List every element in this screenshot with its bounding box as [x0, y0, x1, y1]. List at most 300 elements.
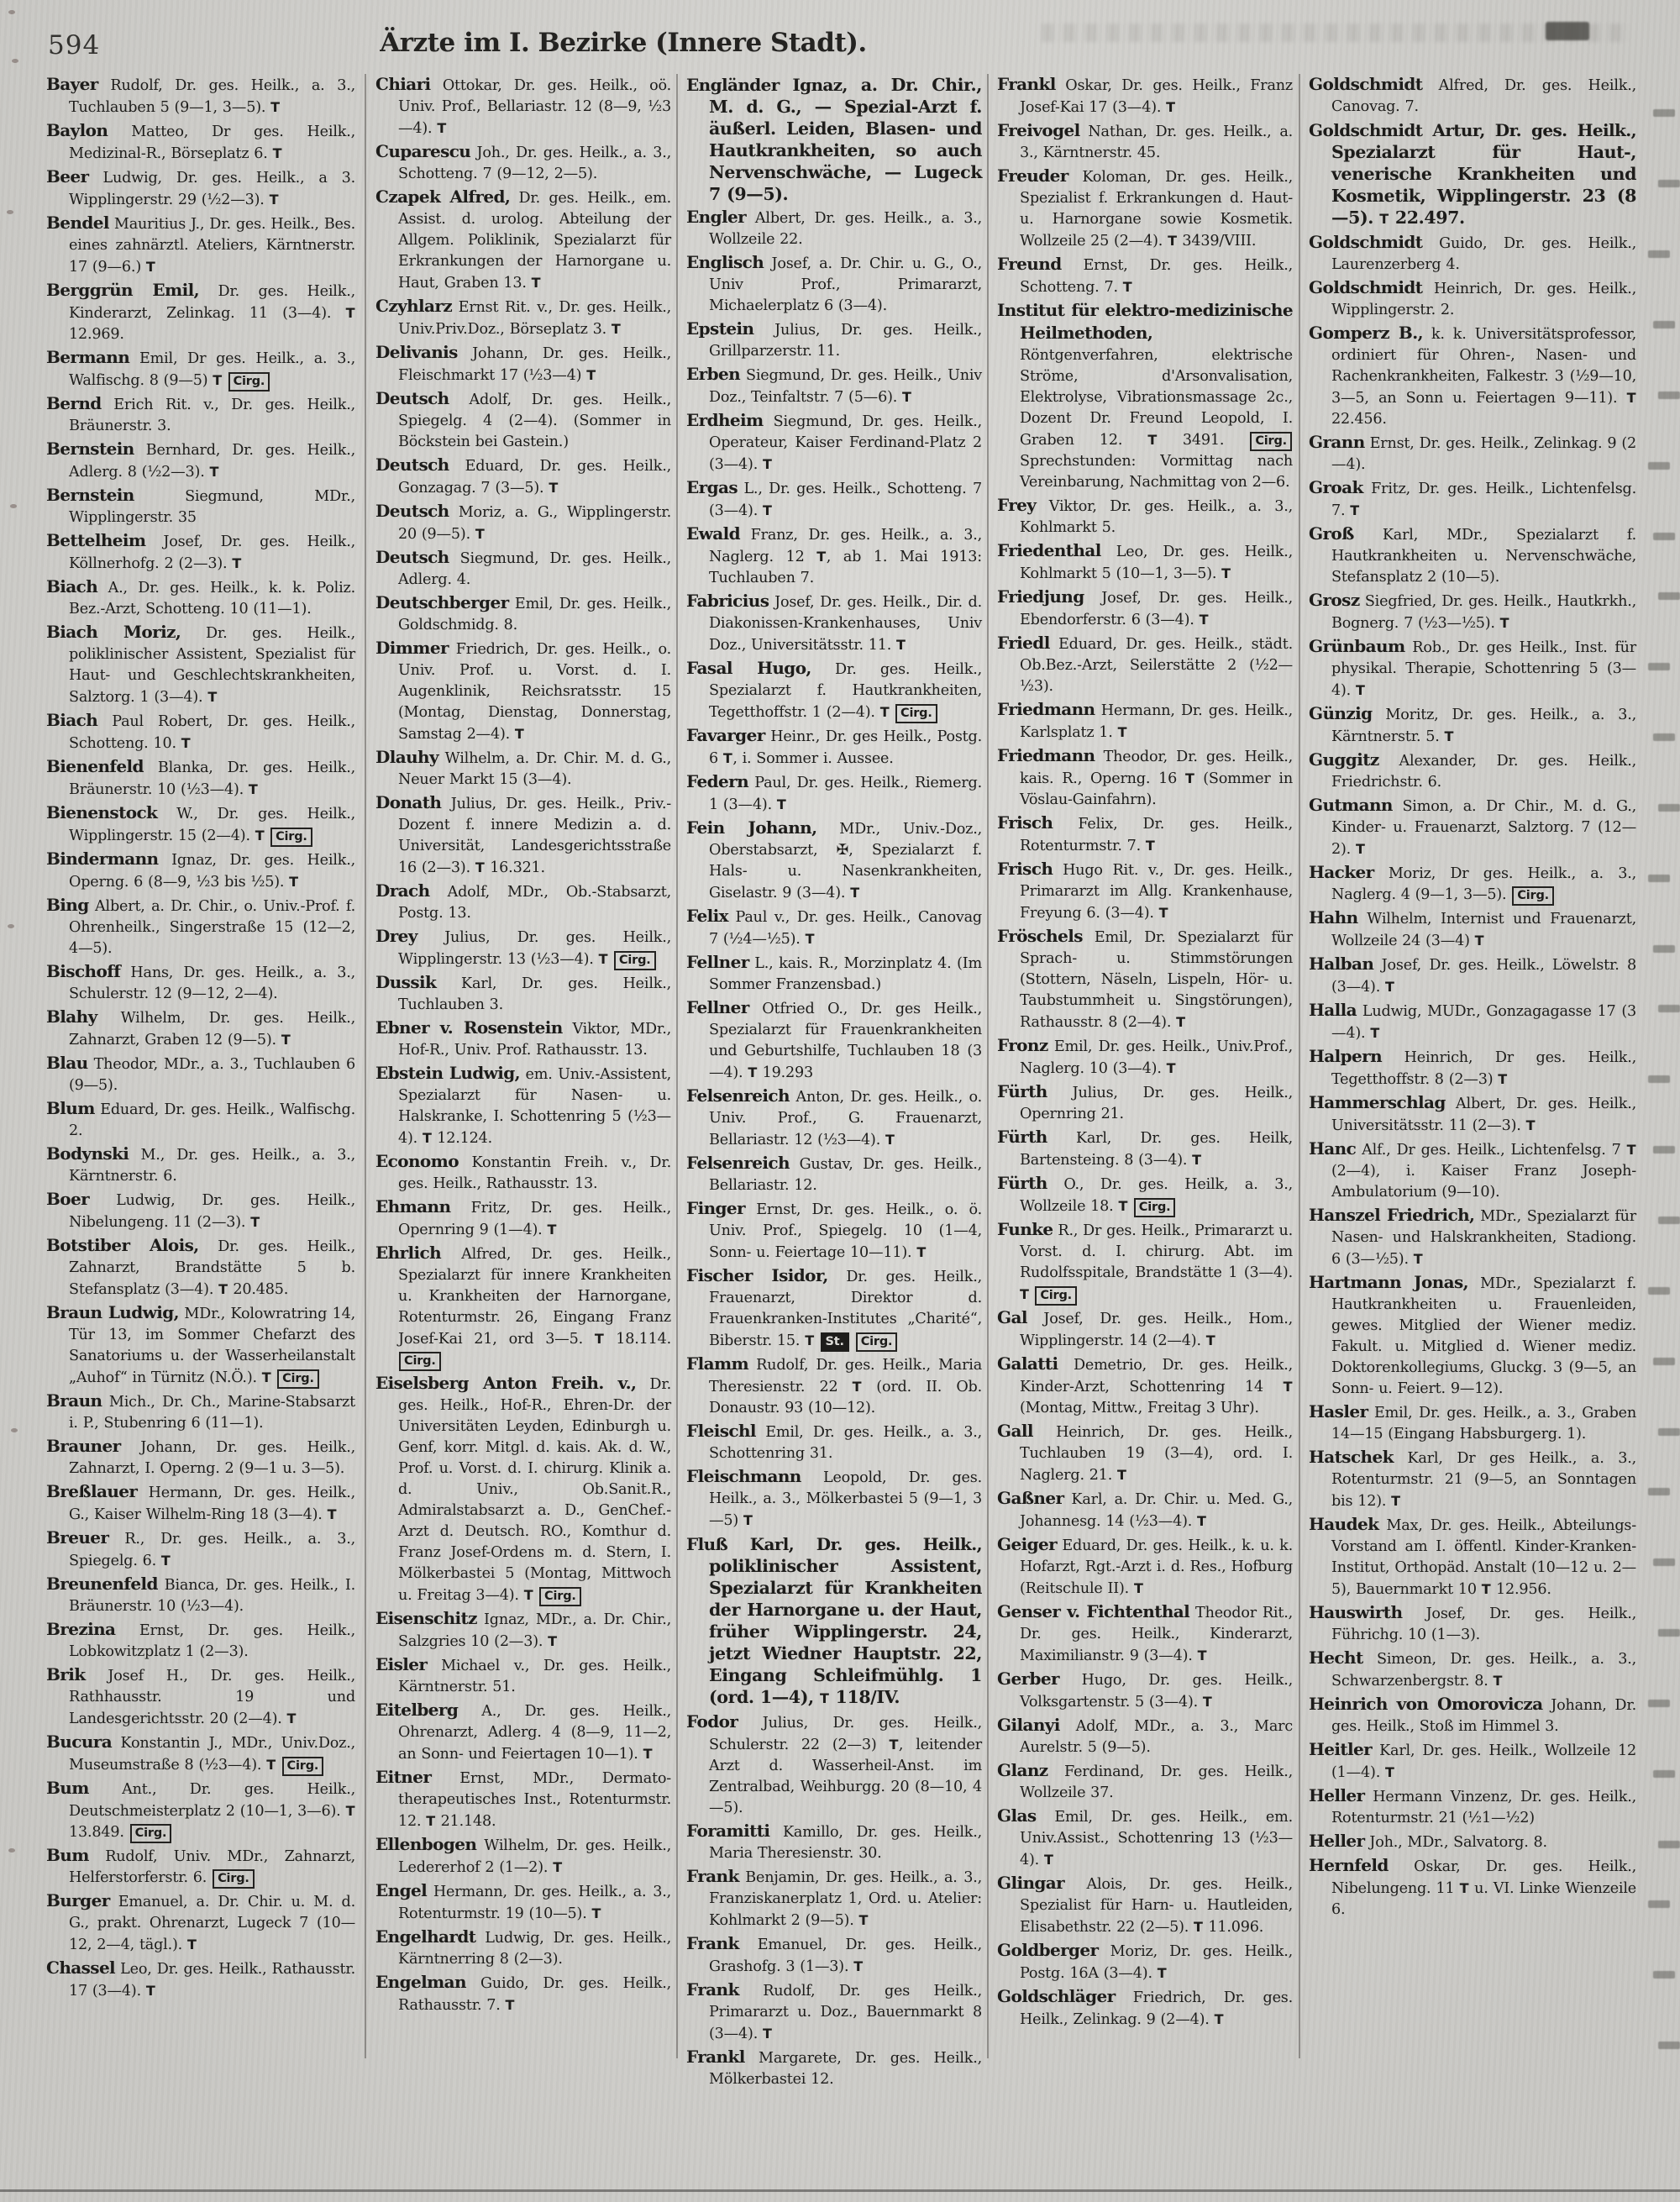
directory-entry: Halban Josef, Dr. ges. Heilk., Löwelstr. 8 (3—4). T: [1309, 954, 1636, 996]
directory-entry: Deutsch Adolf, Dr. ges. Heilk., Spiegelg. 4 (2—4). (Sommer in Böckstein bei Gastein.): [375, 388, 671, 450]
entry-name: Bayer: [46, 74, 98, 94]
entry-name: Hernfeld: [1309, 1855, 1389, 1875]
entry-name: Botstiber Alois,: [46, 1235, 199, 1255]
entry-name: Engel: [375, 1880, 428, 1900]
entry-name: Beer: [46, 166, 89, 187]
directory-entry: Bienenfeld Blanka, Dr. ges. Heilk., Bräunerstr. 10 (½3—4). T: [46, 756, 355, 798]
entry-name: Ehmann: [375, 1196, 451, 1217]
directory-entry: Günzig Moritz, Dr. ges. Heilk., a. 3., Kärntnerstr. 5. T: [1309, 703, 1636, 745]
directory-entry: Cuparescu Joh., Dr. ges. Heilk., a. 3., Schotteng. 7 (9—12, 2—5).: [375, 141, 671, 182]
directory-entry: Groß Karl, MDr., Spezialarzt f. Hautkrankheiten u. Nervenschwäche, Stefansplatz 2 (10—5).: [1309, 523, 1636, 586]
entry-name: Genser v. Fichtenthal: [997, 1601, 1190, 1621]
directory-entry: Brik Josef H., Dr. ges. Heilk., Rathhausstr. 19 und Landesgerichtsstr. 20 (2—4). T: [46, 1664, 355, 1727]
entry-name: Bernstein: [46, 485, 134, 505]
telephone-mark: T: [1498, 1071, 1508, 1087]
entry-name: Fleischmann: [686, 1466, 801, 1486]
telephone-mark: T: [475, 859, 486, 875]
directory-entry: Bernstein Siegmund, MDr., Wipplingerstr. 35: [46, 485, 355, 526]
telephone-mark: T: [776, 796, 787, 812]
entry-name: Gutmann: [1309, 795, 1393, 815]
cirg-badge: Cirg.: [1035, 1286, 1077, 1306]
directory-entry: Bum Ant., Dr. ges. Heilk., Deutschmeisterplatz 2 (10—1, 3—6). T 13.849. Cirg.: [46, 1778, 355, 1843]
telephone-mark: T: [286, 1711, 297, 1726]
telephone-mark: T: [250, 1214, 260, 1230]
edge-bleed-mark: [1653, 1971, 1675, 1979]
column-rule: [676, 74, 678, 2058]
telephone-mark: T: [1147, 432, 1158, 448]
edge-bleed-mark: [1653, 1358, 1675, 1365]
directory-entry: Bermann Emil, Dr ges. Heilk., a. 3., Walfischg. 8 (9—5) T Cirg.: [46, 347, 355, 392]
directory-entry: Bayer Rudolf, Dr. ges. Heilk., a. 3., Tuchlauben 5 (9—1, 3—5). T: [46, 74, 355, 116]
directory-entry: Economo Konstantin Freih. v., Dr. ges. Heilk., Rathausstr. 13.: [375, 1151, 671, 1192]
edge-bleed-mark: [1658, 592, 1680, 600]
directory-entry: Frank Benjamin, Dr. ges. Heilk., a. 3., Franziskanerplatz 1, Ord. u. Atelier: Kohlmarkt 2 (9—5). T: [686, 1866, 982, 1929]
entry-name: Fabricius: [686, 591, 769, 611]
directory-entry: Engelhardt Ludwig, Dr. ges. Heilk., Kärntnerring 8 (2—3).: [375, 1926, 671, 1968]
telephone-mark: T: [1205, 1332, 1216, 1348]
directory-entry: Hahn Wilhelm, Internist und Frauenarzt, Wollzeile 24 (3—4) T: [1309, 907, 1636, 949]
bottom-scan-line: [0, 2189, 1680, 2192]
telephone-mark: T: [1626, 1142, 1636, 1158]
telephone-mark: T: [852, 1379, 863, 1395]
telephone-mark: T: [145, 1983, 156, 1999]
entry-name: Fürth: [997, 1173, 1047, 1193]
directory-entry: Deutsch Eduard, Dr. ges. Heilk., Gonzagag. 7 (3—5). T: [375, 455, 671, 497]
directory-entry: Frey Viktor, Dr. ges. Heilk., a. 3., Kohlmarkt 5.: [997, 495, 1293, 536]
directory-entry: Boer Ludwig, Dr. ges. Heilk., Nibelungeng. 11 (2—3). T: [46, 1189, 355, 1231]
directory-entry: Goldschmidt Alfred, Dr. ges. Heilk., Canovag. 7.: [1309, 74, 1636, 115]
telephone-mark: T: [1202, 1694, 1213, 1710]
telephone-mark: T: [850, 885, 860, 901]
directory-entry: Gaßner Karl, a. Dr. Chir. u. Med. G., Johannesg. 14 (½3—4). T: [997, 1488, 1293, 1530]
directory-entry: Hecht Simeon, Dr. ges. Heilk., a. 3., Schwarzenbergstr. 8. T: [1309, 1648, 1636, 1690]
directory-entry: Fürth Julius, Dr. ges. Heilk., Opernring 21.: [997, 1081, 1293, 1122]
directory-entry: Hammerschlag Albert, Dr. ges. Heilk., Universitätsstr. 11 (2—3). T: [1309, 1092, 1636, 1134]
telephone-mark: T: [248, 781, 259, 797]
scan-smudge: [1546, 22, 1589, 40]
telephone-mark: T: [289, 874, 299, 890]
directory-entry: Braun Mich., Dr. Ch., Marine-Stabsarzt i. P., Stubenring 6 (11—1).: [46, 1390, 355, 1432]
entry-name: Friedjung: [997, 586, 1084, 607]
entry-name: Halla: [1309, 1000, 1357, 1020]
entry-name: Englisch: [686, 252, 764, 272]
entry-name: Goldschmidt Artur, Dr. ges. Heilk.,: [1309, 120, 1636, 140]
entry-name: Goldschmidt: [1309, 277, 1423, 297]
entry-name: Heller: [1309, 1831, 1365, 1851]
entry-name: Freivogel: [997, 120, 1080, 140]
cirg-badge: Cirg.: [130, 1824, 172, 1843]
directory-entry: Frank Rudolf, Dr. ges Heilk., Primararzt u. Doz., Bauernmarkt 8 (3—4). T: [686, 1979, 982, 2042]
directory-entry: Freivogel Nathan, Dr. ges. Heilk., a. 3., Kärntnerstr. 45.: [997, 120, 1293, 161]
telephone-mark: T: [763, 456, 773, 472]
entry-name: Grann: [1309, 432, 1365, 452]
directory-entry: Braun Ludwig, MDr., Kolowratring 14, Tür 13, im Sommer Chefarzt des Sanatoriums u. der Wasserheilanstalt „Auhof“ in Türnitz (N.Ö.). T Cirg.: [46, 1302, 355, 1389]
directory-entry: Gerber Hugo, Dr. ges. Heilk., Volksgartenstr. 5 (3—4). T: [997, 1669, 1293, 1711]
directory-entry: Fodor Julius, Dr. ges. Heilk., Schulerstr. 22 (2—3) T, leitender Arzt d. Wasserheil-Anst. im Zentralbad, Weihburgg. 20 (8—10, 4—5).: [686, 1711, 982, 1816]
directory-entry: Glingar Alois, Dr. ges. Heilk., Spezialist für Harn- u. Hautleiden, Elisabethstr. 22 (2—5). T 11.096.: [997, 1873, 1293, 1936]
edge-bleed-mark: [1653, 109, 1675, 117]
entry-name: Galatti: [997, 1353, 1058, 1374]
telephone-mark: T: [885, 1132, 895, 1148]
directory-entry: Hasler Emil, Dr. ges. Heilk., a. 3., Graben 14—15 (Eingang Habsburgerg. 1).: [1309, 1401, 1636, 1443]
telephone-mark: T: [816, 549, 827, 565]
directory-entry: Bienenstock W., Dr. ges. Heilk., Wipplingerstr. 15 (2—4). T Cirg.: [46, 802, 355, 847]
directory-entry: Hacker Moriz, Dr ges. Heilk., a. 3., Naglerg. 4 (9—1, 3—5). Cirg.: [1309, 862, 1636, 906]
entry-name: Dussik: [375, 972, 437, 992]
entry-name: Blahy: [46, 1006, 97, 1027]
directory-entry: Baylon Matteo, Dr ges. Heilk., Medizinal-R., Börseplatz 6. T: [46, 120, 355, 162]
scan-speck: [12, 59, 18, 63]
edge-bleed-mark: [1653, 1558, 1675, 1566]
directory-entry: Brauner Johann, Dr. ges. Heilk., Zahnarzt, I. Operng. 2 (9—1 u. 3—5).: [46, 1436, 355, 1477]
page-number: 594: [48, 30, 101, 60]
entry-name: Ebstein Ludwig,: [375, 1063, 521, 1083]
edge-bleed-mark: [1658, 2042, 1680, 2049]
entry-name: Dlauhy: [375, 747, 439, 767]
directory-entry: Bendel Mauritius J., Dr. ges. Heilk., Bes. eines zahnärztl. Ateliers, Kärntnerstr. 17 (9—6.) T: [46, 213, 355, 276]
telephone-mark: T: [805, 1332, 815, 1348]
directory-entry: Bucura Konstantin J., MDr., Univ.Doz., Museumstraße 8 (½3—4). T Cirg.: [46, 1732, 355, 1776]
directory-entry: Chassel Leo, Dr. ges. Heilk., Rathausstr. 17 (3—4). T: [46, 1958, 355, 2000]
entry-name: Institut für elektro-medizinische Heilmethoden,: [997, 300, 1293, 343]
entry-name: Fasal Hugo,: [686, 658, 811, 678]
entry-name: Delivanis: [375, 342, 458, 362]
edge-bleed-mark: [1658, 1428, 1680, 1436]
telephone-mark: T: [889, 1737, 899, 1753]
entry-name: Ebner v. Rosenstein: [375, 1017, 563, 1038]
telephone-mark: T: [1626, 390, 1636, 406]
telephone-mark: T: [255, 828, 265, 843]
telephone-mark: T: [269, 192, 280, 208]
telephone-mark: T: [1385, 979, 1395, 995]
directory-entry: Friedmann Hermann, Dr. ges. Heilk., Karlsplatz 1. T: [997, 699, 1293, 741]
entry-name: Frank: [686, 1933, 739, 1953]
entry-name: Bernd: [46, 393, 102, 413]
directory-entry: Blau Theodor, MDr., a. 3., Tuchlauben 6 (9—5).: [46, 1053, 355, 1094]
entry-name: Gal: [997, 1307, 1027, 1327]
st-badge: St.: [821, 1332, 849, 1352]
directory-entry: Bischoff Hans, Dr. ges. Heilk., a. 3., Schulerstr. 12 (9—12, 2—4).: [46, 961, 355, 1002]
entry-name: Gomperz B.,: [1309, 323, 1423, 343]
directory-entry: Bettelheim Josef, Dr. ges. Heilk., Köllnerhofg. 2 (2—3). T: [46, 530, 355, 572]
entry-name: Freund: [997, 254, 1062, 274]
entry-name: Deutsch: [375, 501, 449, 521]
entry-name: Eisler: [375, 1654, 428, 1674]
directory-entry: Fleischl Emil, Dr. ges. Heilk., a. 3., Schottenring 31.: [686, 1421, 982, 1462]
entry-name: Gilanyi: [997, 1715, 1060, 1735]
edge-bleed-mark: [1658, 1005, 1680, 1012]
directory-entry: Czyhlarz Ernst Rit. v., Dr. ges. Heilk., Univ.Priv.Doz., Börseplatz 3. T: [375, 296, 671, 338]
entry-name: Fronz: [997, 1035, 1048, 1055]
entry-name: Fellner: [686, 952, 749, 972]
entry-name: Erben: [686, 364, 741, 384]
entry-name: Frisch: [997, 812, 1053, 833]
edge-bleed-mark: [1648, 875, 1670, 882]
edge-bleed-mark: [1658, 1841, 1680, 1848]
entry-name: Hartmann Jonas,: [1309, 1272, 1469, 1292]
telephone-mark: T: [1481, 1581, 1492, 1597]
entry-name: Breßlauer: [46, 1481, 138, 1501]
directory-entry: Dlauhy Wilhelm, a. Dr. Chir. M. d. G., Neuer Markt 15 (3—4).: [375, 747, 671, 788]
entry-name: Flamm: [686, 1353, 749, 1374]
directory-entry: Botstiber Alois, Dr. ges. Heilk., Zahnarzt, Brandstätte 5 b. Stefansplatz (3—4). T 20.485.: [46, 1235, 355, 1298]
directory-entry: Ewald Franz, Dr. ges. Heilk., a. 3., Naglerg. 12 T, ab 1. Mai 1913: Tuchlauben 7.: [686, 523, 982, 586]
edge-bleed-mark: [1648, 1075, 1670, 1083]
directory-entry: Brezina Ernst, Dr. ges. Heilk., Lobkowitzplatz 1 (2—3).: [46, 1619, 355, 1660]
entry-name: Deutsch: [375, 388, 449, 408]
telephone-mark: T: [1391, 1493, 1401, 1509]
directory-entry: Chiari Ottokar, Dr. ges. Heilk., oö. Univ. Prof., Bellariastr. 12 (8—9, ½3—4). T: [375, 74, 671, 137]
cirg-badge: Cirg.: [282, 1757, 324, 1776]
telephone-mark: T: [763, 2026, 773, 2042]
edge-bleed-mark: [1653, 1770, 1675, 1778]
entry-name: Fürth: [997, 1081, 1047, 1101]
entry-name: Eitner: [375, 1767, 432, 1787]
directory-entry: Beer Ludwig, Dr. ges. Heilk., a 3. Wipplingerstr. 29 (½2—3). T: [46, 166, 355, 208]
directory-entry: Czapek Alfred, Dr. ges. Heilk., em. Assist. d. urolog. Abteilung der Allgem. Poliklinik, Spezialarzt für Erkrankungen der Harnorgane u. Haut, Graben 13. T: [375, 187, 671, 292]
entry-name: Hanc: [1309, 1138, 1357, 1159]
directory-entry: Gomperz B., k. k. Universitätsprofessor, ordiniert für Ohren-, Nasen- und Rachenkrankheiten, Falkestr. 3 (½9—10, 3—5, an Sonn u. Feiertagen 9—11). T 22.456.: [1309, 323, 1636, 428]
telephone-mark: T: [1413, 1251, 1424, 1267]
cirg-badge: Cirg.: [270, 828, 312, 847]
entry-name: Hatschek: [1309, 1447, 1394, 1467]
entry-name: Ewald: [686, 523, 741, 544]
directory-entry: Frankl Margarete, Dr. ges. Heilk., Mölkerbastei 12.: [686, 2047, 982, 2088]
entry-name: Grosz: [1309, 590, 1360, 610]
entry-name: Czyhlarz: [375, 296, 453, 316]
entry-name: Bing: [46, 895, 89, 915]
entry-name: Goldschmidt: [1309, 74, 1423, 94]
directory-entry: Foramitti Kamillo, Dr. ges. Heilk., Maria Theresienstr. 30.: [686, 1821, 982, 1862]
telephone-mark: T: [531, 275, 542, 291]
entry-name: Friedenthal: [997, 540, 1101, 560]
cirg-badge: Cirg.: [614, 951, 656, 970]
entry-name: Heitler: [1309, 1739, 1373, 1759]
entry-name: Deutsch: [375, 455, 449, 475]
directory-column-4: [997, 74, 1293, 2032]
directory-column-3: [686, 74, 982, 2092]
directory-entry: Erben Siegmund, Dr. ges. Heilk., Univ Doz., Teinfaltstr. 7 (5—6). T: [686, 364, 982, 406]
directory-entry: Hanc Alf., Dr ges. Heilk., Lichtenfelsg. 7 T (2—4), i. Kaiser Franz Joseph-Ambulatorium (9—10).: [1309, 1138, 1636, 1201]
telephone-mark: T: [1166, 1060, 1177, 1076]
telephone-mark: T: [1283, 1379, 1293, 1395]
telephone-mark: T: [879, 704, 890, 720]
telephone-mark: T: [270, 99, 281, 115]
directory-entry: Fronz Emil, Dr. ges. Heilk., Univ.Prof., Naglerg. 10 (3—4). T: [997, 1035, 1293, 1077]
cirg-badge: Cirg.: [399, 1352, 441, 1371]
entry-name: Goldschläger: [997, 1986, 1116, 2006]
directory-entry: Fluß Karl, Dr. ges. Heilk., poliklinischer Assistent, Spezialarzt für Krankheiten der Harnorgane u. der Haut, früher Wipplingerstr. 24, jetzt Wiedner Hauptstr. 22, Eingang Schleifmühlg. 1 (ord. 1—4), T 118/IV.: [686, 1534, 982, 1707]
telephone-mark: T: [722, 750, 733, 766]
telephone-mark: T: [1474, 933, 1485, 949]
entry-name: Engler: [686, 207, 747, 227]
directory-entry: Epstein Julius, Dr. ges. Heilk., Grillparzerstr. 11.: [686, 318, 982, 360]
telephone-mark: T: [1118, 1198, 1128, 1214]
telephone-mark: T: [160, 1553, 171, 1569]
telephone-mark: T: [1157, 1965, 1168, 1981]
telephone-mark: T: [232, 555, 242, 571]
telephone-mark: T: [547, 1222, 557, 1238]
directory-entry: Favarger Heinr., Dr. ges Heilk., Postg. 6 T, i. Sommer i. Aussee.: [686, 725, 982, 767]
directory-entry: Flamm Rudolf, Dr. ges. Heilk., Maria Theresienstr. 22 T (ord. II. Ob. Donaustr. 93 (10—12).: [686, 1353, 982, 1416]
telephone-mark: T: [1117, 724, 1128, 740]
entry-name: Hecht: [1309, 1648, 1363, 1668]
entry-name: Funke: [997, 1219, 1053, 1239]
directory-entry: Fasal Hugo, Dr. ges. Heilk., Spezialarzt f. Hautkrankheiten, Tegetthoffstr. 1 (2—4). T Cirg.: [686, 658, 982, 723]
entry-name: Hahn: [1309, 907, 1358, 928]
directory-entry: Freund Ernst, Dr. ges. Heilk., Schotteng. 7. T: [997, 254, 1293, 296]
entry-name: Baylon: [46, 120, 108, 140]
entry-name: Bienenfeld: [46, 756, 144, 776]
cirg-badge: Cirg.: [1250, 432, 1292, 451]
directory-entry: Biach Moriz, Dr. ges. Heilk., poliklinischer Assistent, Spezialist für Haut- und Geschlechtskrankheiten, Salztorg. 1 (3—4). T: [46, 622, 355, 706]
entry-name: Frey: [997, 495, 1037, 515]
directory-entry: Frisch Felix, Dr. ges. Heilk., Rotenturmstr. 7. T: [997, 812, 1293, 854]
directory-entry: Gilanyi Adolf, MDr., a. 3., Marc Aurelstr. 5 (9—5).: [997, 1715, 1293, 1756]
telephone-mark: T: [1158, 905, 1169, 921]
directory-entry: Blum Eduard, Dr. ges. Heilk., Walfischg. 2.: [46, 1098, 355, 1139]
directory-entry: Goldberger Moriz, Dr. ges. Heilk., Postg. 16A (3—4). T: [997, 1940, 1293, 1982]
telephone-mark: T: [437, 120, 447, 136]
directory-entry: Breuer R., Dr. ges. Heilk., a. 3., Spiegelg. 6. T: [46, 1527, 355, 1569]
page-title: Ärzte im I. Bezirke (Innere Stadt).: [380, 28, 867, 58]
entry-name: Friedl: [997, 633, 1050, 653]
directory-entry: Grosz Siegfried, Dr. ges. Heilk., Hautkrkh., Bognerg. 7 (½3—½5). T: [1309, 590, 1636, 632]
entry-name: Czapek Alfred,: [375, 187, 511, 207]
directory-entry: Hanszel Friedrich, MDr., Spezialarzt für Nasen- und Halskrankheiten, Stadiong. 6 (3—½5). T: [1309, 1205, 1636, 1268]
telephone-mark: T: [591, 1905, 601, 1921]
directory-entry: Freuder Koloman, Dr. ges. Heilk., Spezialist f. Erkrankungen d. Haut- u. Harnorgane sowie Kosmetik. Wollzeile 25 (2—4). T 3439/VIII.: [997, 166, 1293, 250]
telephone-mark: T: [1197, 1648, 1208, 1663]
entry-name: Glanz: [997, 1760, 1048, 1780]
entry-name: Felsenreich: [686, 1153, 790, 1173]
telephone-mark: T: [1145, 838, 1156, 854]
entry-name: Chassel: [46, 1958, 116, 1978]
entry-name: Berggrün Emil,: [46, 280, 199, 300]
directory-entry: Fürth Karl, Dr. ges. Heilk, Bartensteing. 8 (3—4). T: [997, 1127, 1293, 1169]
entry-name: Friedmann: [997, 745, 1095, 765]
edge-bleed-mark: [1648, 462, 1670, 470]
directory-entry: Fürth O., Dr. ges. Heilk, a. 3., Wollzeile 18. T Cirg.: [997, 1173, 1293, 1217]
edge-bleed-mark: [1658, 804, 1680, 812]
directory-entry: Berggrün Emil, Dr. ges. Heilk., Kinderarzt, Zelinkag. 11 (3—4). T 12.969.: [46, 280, 355, 343]
entry-name: Fellner: [686, 997, 749, 1017]
entry-name: Fodor: [686, 1711, 738, 1732]
edge-bleed-mark: [1648, 1900, 1670, 1908]
telephone-mark: T: [594, 1331, 605, 1347]
telephone-mark: T: [426, 1813, 436, 1829]
telephone-mark: T: [1197, 1513, 1207, 1529]
telephone-mark: T: [422, 1130, 433, 1146]
directory-entry: Friedjung Josef, Dr. ges. Heilk., Ebendorferstr. 6 (3—4). T: [997, 586, 1293, 628]
directory-entry: Erdheim Siegmund, Dr. ges. Heilk., Operateur, Kaiser Ferdinand-Platz 2 (3—4). T: [686, 410, 982, 473]
entry-name: Bettelheim: [46, 530, 146, 550]
entry-name: Eiselsberg Anton Freih. v.,: [375, 1373, 637, 1393]
directory-entry: Halpern Heinrich, Dr ges. Heilk., Tegetthoffstr. 8 (2—3) T: [1309, 1046, 1636, 1088]
entry-name: Bum: [46, 1778, 89, 1798]
entry-name: Finger: [686, 1198, 745, 1218]
entry-name: Halban: [1309, 954, 1374, 974]
directory-entry: Englisch Josef, a. Dr. Chir. u. G., O., Univ Prof., Primararzt, Michaelerplatz 6 (3—4).: [686, 252, 982, 314]
directory-entry: Fischer Isidor, Dr. ges. Heilk., Frauenarzt, Direktor d. Frauenkranken-Institutes „Charité“, Biberstr. 15. T St. Cirg.: [686, 1265, 982, 1352]
entry-name: Blum: [46, 1098, 95, 1118]
entry-name: Biach Moriz,: [46, 622, 181, 642]
telephone-mark: T: [218, 1281, 228, 1297]
directory-entry: Goldschmidt Heinrich, Dr. ges. Heilk., Wipplingerstr. 2.: [1309, 277, 1636, 318]
directory-entry: Funke R., Dr ges. Heilk., Primararzt u. Vorst. d. I. chirurg. Abt. im Rudolfsspitale, Brandstätte 1 (3—4). T Cirg.: [997, 1219, 1293, 1306]
telephone-mark: T: [586, 367, 596, 383]
entry-name: Foramitti: [686, 1821, 770, 1841]
entry-name: Frisch: [997, 859, 1053, 879]
entry-name: Biach: [46, 576, 98, 596]
entry-name: Frank: [686, 1866, 739, 1886]
telephone-mark: T: [896, 637, 906, 653]
directory-entry: Deutsch Siegmund, Dr. ges. Heilk., Adlerg. 4.: [375, 547, 671, 588]
entry-name: Donath: [375, 792, 442, 812]
entry-name: Frankl: [686, 2047, 745, 2067]
directory-entry: Grann Ernst, Dr. ges. Heilk., Zelinkag. 9 (2—4).: [1309, 432, 1636, 473]
directory-entry: Eiselsberg Anton Freih. v., Dr. ges. Heilk., Hof-R., Ehren-Dr. der Universitäten Leyden, Edinburgh u. Genf, korr. Mitgl. d. kais. Ak. d. W., Prof. u. Vorst. d. I. chirurg. Klinik a. d. Univ., Ob.Sanit.R., Admiralstabsarzt a. D., GenChef.-Arzt d. Deutsch. RO., Komthur d. Franz Josef-Ordens m. d. Stern, I. Mölkerbastei 5 (Montag, Mittwoch u. Freitag 3—4). T Cirg.: [375, 1373, 671, 1606]
telephone-mark: T: [1385, 1764, 1395, 1780]
entry-name: Bernstein: [46, 439, 134, 459]
edge-bleed-mark: [1658, 392, 1680, 399]
entry-name: Halpern: [1309, 1046, 1383, 1066]
directory-entry: Hernfeld Oskar, Dr. ges. Heilk., Nibelungeng. 11 T u. VI. Linke Wienzeile 6.: [1309, 1855, 1636, 1918]
entry-name: Braun: [46, 1390, 102, 1411]
directory-entry: Breßlauer Hermann, Dr. ges. Heilk., G., Kaiser Wilhelm-Ring 18 (3—4). T: [46, 1481, 355, 1523]
cirg-badge: Cirg.: [856, 1332, 898, 1352]
directory-entry: Ehmann Fritz, Dr. ges. Heilk., Opernring 9 (1—4). T: [375, 1196, 671, 1238]
directory-entry: Groak Fritz, Dr. ges. Heilk., Lichtenfelsg. 7. T: [1309, 477, 1636, 519]
telephone-mark: T: [261, 1369, 272, 1385]
entry-name: Biach: [46, 710, 98, 730]
directory-entry: Hauswirth Josef, Dr. ges. Heilk., Führichg. 10 (1—3).: [1309, 1602, 1636, 1643]
cirg-badge: Cirg.: [1512, 886, 1554, 906]
directory-entry: Friedenthal Leo, Dr. ges. Heilk., Kohlmarkt 5 (10—1, 3—5). T: [997, 540, 1293, 582]
telephone-mark: T: [1221, 565, 1231, 581]
entry-name: Breunenfeld: [46, 1574, 158, 1594]
cirg-badge: Cirg.: [213, 1869, 255, 1889]
directory-entry: Ellenbogen Wilhelm, Dr. ges. Heilk., Ledererhof 2 (1—2). T: [375, 1834, 671, 1876]
directory-entry: Deutsch Moriz, a. G., Wipplingerstr. 20 (9—5). T: [375, 501, 671, 543]
entry-name: Engelhardt: [375, 1926, 476, 1947]
telephone-mark: T: [1166, 99, 1176, 115]
entry-name: Drach: [375, 880, 430, 901]
entry-name: Brik: [46, 1664, 86, 1684]
telephone-mark: T: [805, 931, 816, 947]
entry-name: Boer: [46, 1189, 90, 1209]
scan-speck: [8, 924, 14, 928]
cirg-badge: Cirg.: [1134, 1198, 1176, 1217]
telephone-mark: T: [553, 1859, 563, 1875]
telephone-mark: T: [1117, 1467, 1127, 1483]
directory-entry: Glanz Ferdinand, Dr. ges. Heilk., Wollzeile 37.: [997, 1760, 1293, 1801]
telephone-mark: T: [1493, 1673, 1503, 1689]
scan-speck: [10, 504, 17, 508]
directory-entry: Guggitz Alexander, Dr. ges. Heilk., Friedrichstr. 6.: [1309, 749, 1636, 791]
entry-name: Gaßner: [997, 1488, 1064, 1508]
directory-entry: Heitler Karl, Dr. ges. Heilk., Wollzeile 12 (1—4). T: [1309, 1739, 1636, 1781]
directory-entry: Bindermann Ignaz, Dr. ges. Heilk., Operng. 6 (8—9, ½3 bis ½5). T: [46, 849, 355, 891]
entry-name: Haudek: [1309, 1514, 1379, 1534]
entry-name: Fleischl: [686, 1421, 756, 1441]
telephone-mark: T: [1355, 841, 1366, 857]
directory-entry: Friedmann Theodor, Dr. ges. Heilk., kais. R., Operng. 16 T (Sommer in Vöslau-Gainfahrn).: [997, 745, 1293, 808]
directory-entry: Burger Emanuel, a. Dr. Chir. u. M. d. G., prakt. Ohrenarzt, Lugeck 7 (10—12, 2—4, tägl.). T: [46, 1890, 355, 1953]
directory-entry: Heller Hermann Vinzenz, Dr. ges. Heilk., Rotenturmstr. 21 (½1—½2): [1309, 1785, 1636, 1826]
directory-entry: Felix Paul v., Dr. ges. Heilk., Canovag 7 (½4—½5). T: [686, 906, 982, 948]
entry-name: Burger: [46, 1890, 110, 1910]
